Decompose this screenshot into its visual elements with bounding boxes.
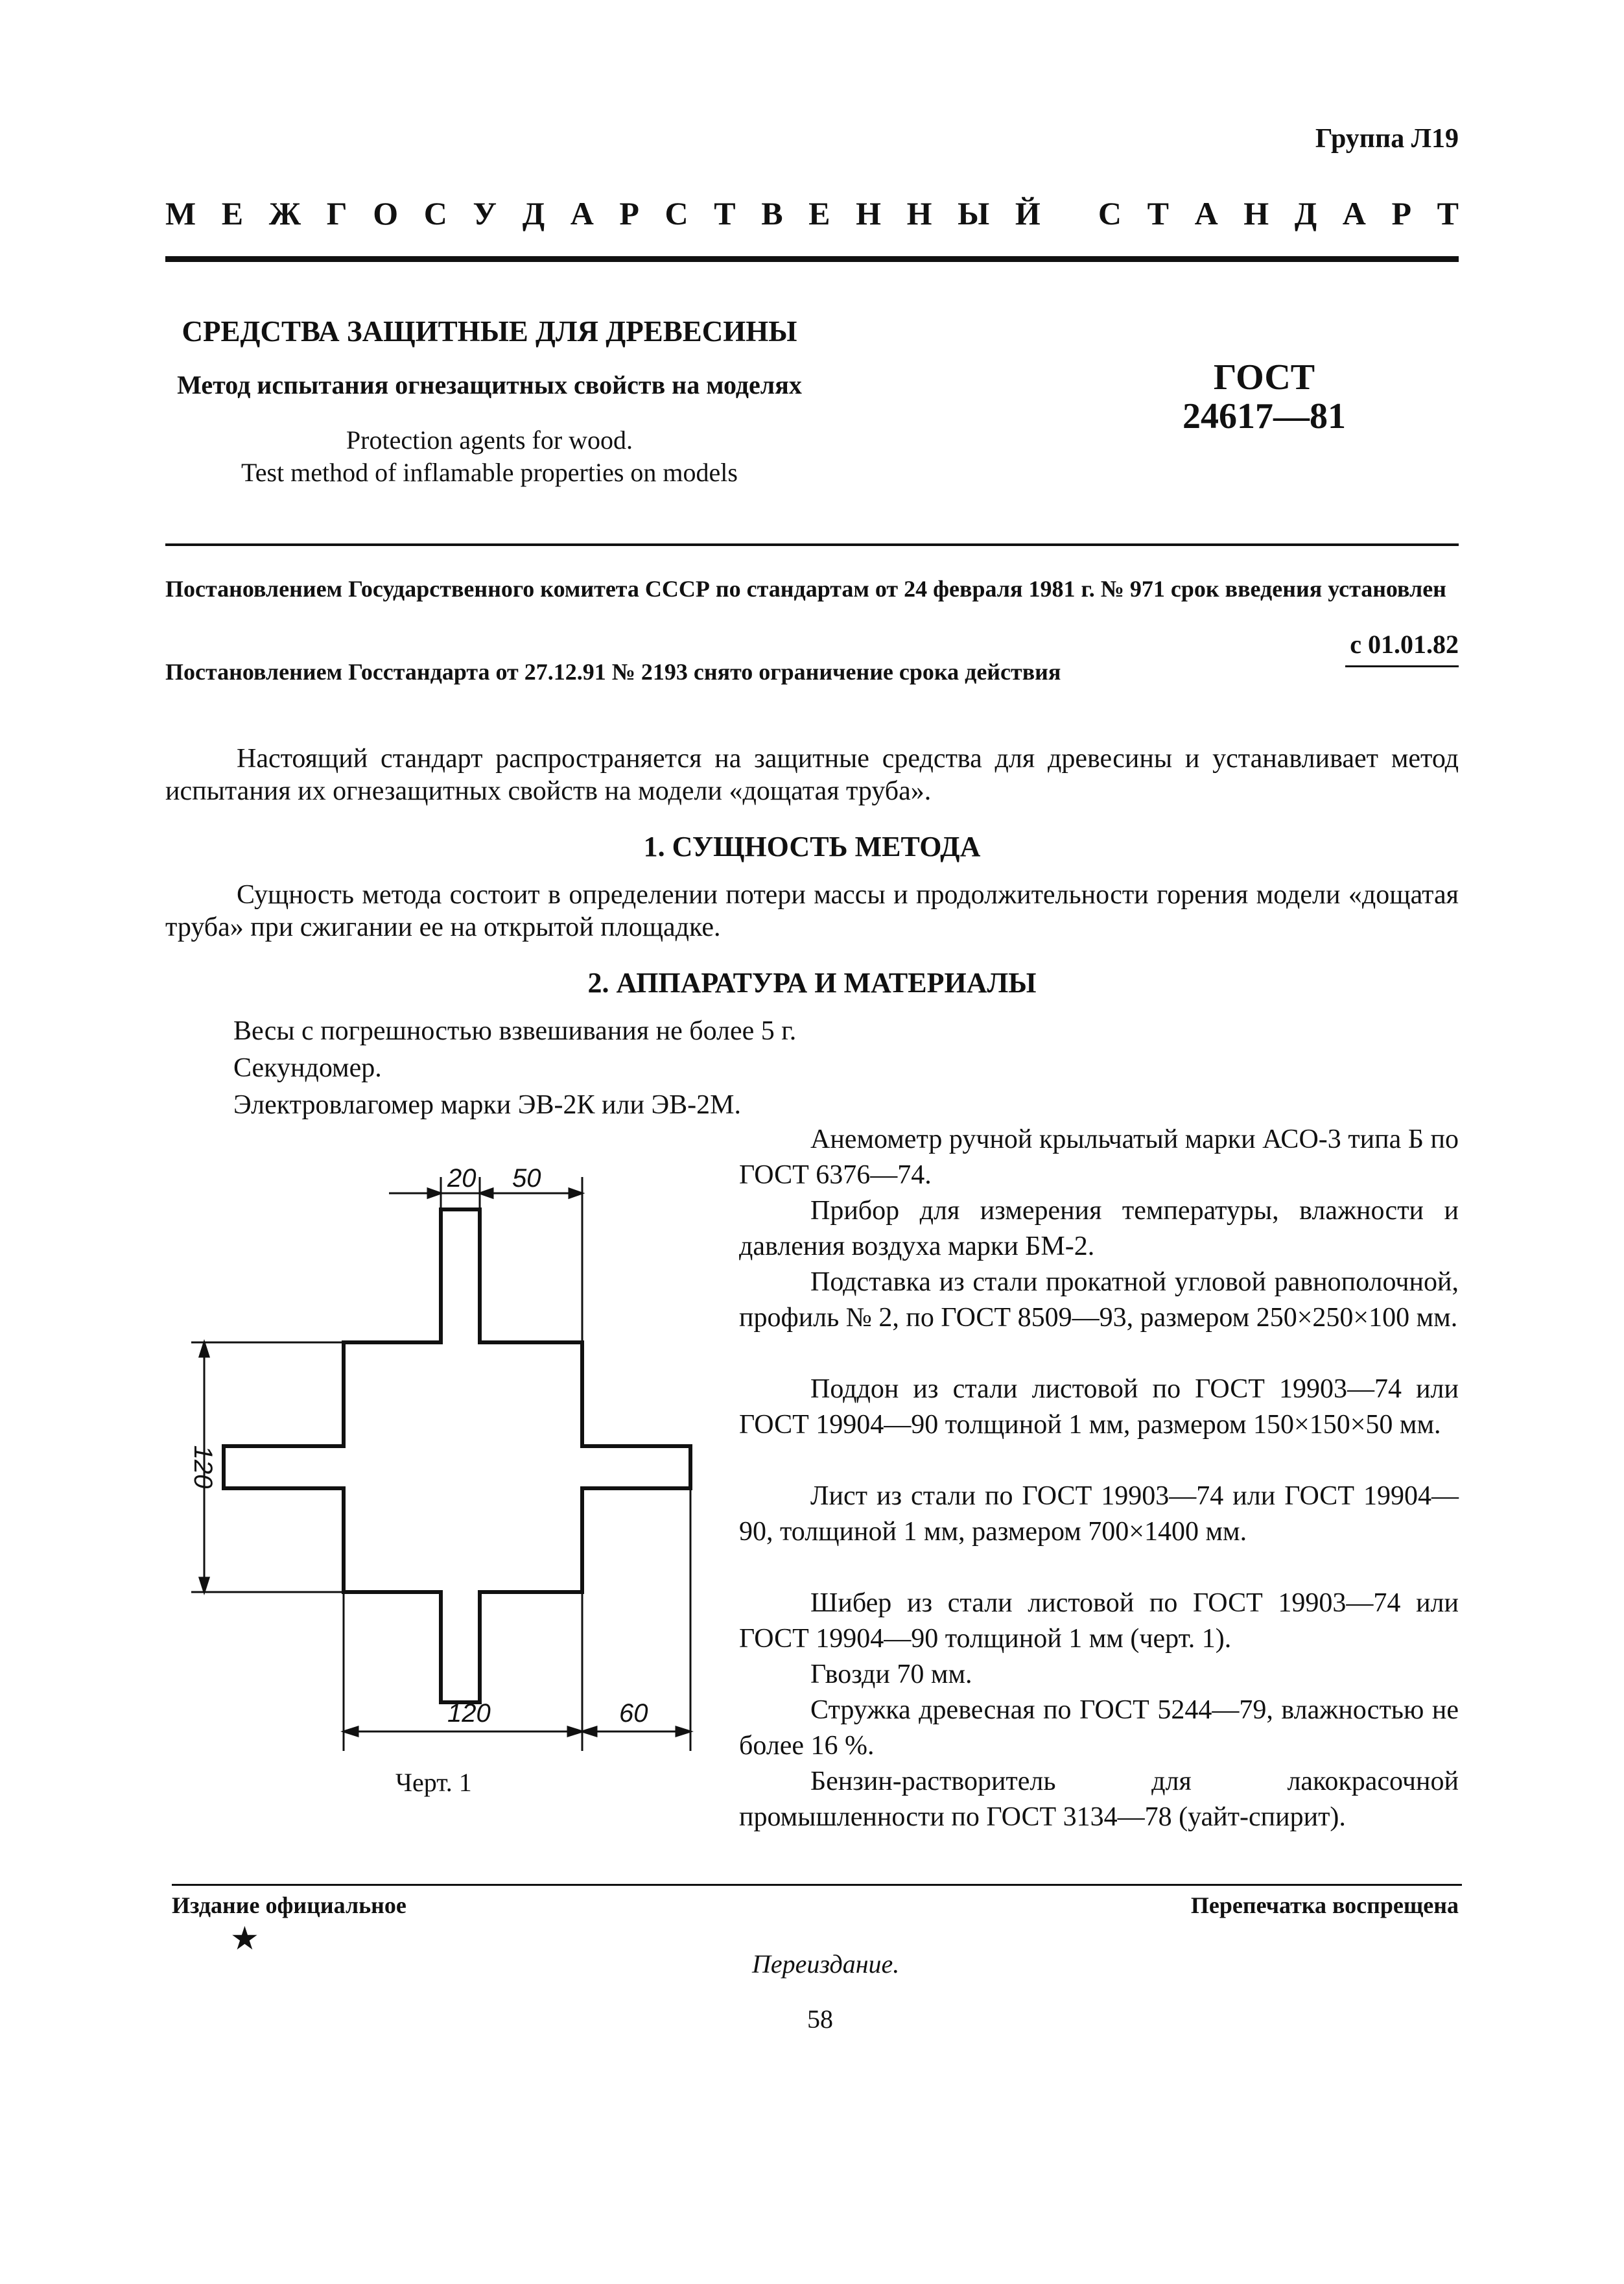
- list-item: Прибор для измерения температуры, влажности и давления воздуха марки БМ-2.: [739, 1196, 1459, 1261]
- heading-letter: У: [473, 195, 497, 232]
- heading-letter: Н: [906, 195, 932, 232]
- heading-letter: Д: [1294, 195, 1317, 232]
- title-rule: [165, 543, 1459, 546]
- page-number: 58: [807, 2004, 833, 2034]
- heading-letter: М: [165, 195, 196, 232]
- heading-letter: Й: [1015, 195, 1041, 232]
- list-item: Электровлагомер марки ЭВ-2К или ЭВ-2М.: [233, 1090, 742, 1120]
- english-title-line-2: Test method of inflamable properties on models: [241, 458, 738, 487]
- list-item: Шибер из стали листовой по ГОСТ 19903—74 или ГОСТ 19904—90 толщиной 1 мм (черт. 1).: [739, 1588, 1459, 1654]
- intro-paragraph: Настоящий стандарт распространяется на защитные средства для древесины и устанавливает метод испытания их огнезащитных свойств на модели «дощатая труба».: [165, 744, 1459, 806]
- dim-arrow: [676, 1727, 690, 1736]
- interstate-standard-heading: [165, 195, 1459, 232]
- header-rule-thick: [165, 256, 1459, 262]
- decree-first: Постановлением Государственного комитета СССР по стандартам от 24 февраля 1981 г. № 971 срок введения установлен: [165, 576, 1446, 602]
- list-item: Бензин-растворитель для лакокрасочной промышленности по ГОСТ 3134—78 (уайт-спирит).: [739, 1767, 1459, 1832]
- group-code: Группа Л19: [1315, 124, 1459, 154]
- heading-letter: [1066, 195, 1072, 232]
- section-1-heading: 1. СУЩНОСТЬ МЕТОДА: [643, 831, 981, 862]
- section-1-text: Сущность метода состоит в определении потери массы и продолжительности горения модели «дощатая труба» при сжигании ее на открытой площадке.: [165, 880, 1459, 942]
- list-item: Секундомер.: [233, 1053, 382, 1083]
- english-title-line-1: Protection agents for wood.: [346, 425, 633, 455]
- dim-arrow: [480, 1189, 493, 1198]
- heading-letter: Ж: [268, 195, 301, 232]
- heading-letter: В: [761, 195, 783, 232]
- heading-letter: Г: [326, 195, 347, 232]
- dim-label-bottom-120: 120: [447, 1699, 491, 1728]
- dim-arrow: [582, 1727, 596, 1736]
- heading-letter: С: [1098, 195, 1122, 232]
- effective-date-underline: [1345, 665, 1459, 667]
- figure-caption: Черт. 1: [395, 1768, 472, 1797]
- dim-arrow: [200, 1578, 209, 1592]
- document-subtitle: Метод испытания огнезащитных свойств на моделях: [177, 370, 802, 399]
- dim-arrow: [428, 1189, 441, 1198]
- star-icon: ★: [230, 1920, 259, 1957]
- heading-letter: Т: [1147, 195, 1169, 232]
- list-item: Лист из стали по ГОСТ 19903—74 или ГОСТ 19904—90, толщиной 1 мм, размером 700×1400 мм.: [739, 1481, 1459, 1547]
- reprint-prohibited: Перепечатка воспрещена: [1190, 1892, 1459, 1918]
- heading-letter: А: [1342, 195, 1366, 232]
- dim-label-60: 60: [619, 1699, 648, 1728]
- dim-arrow: [569, 1189, 582, 1198]
- heading-letter: Д: [522, 195, 545, 232]
- document-title: СРЕДСТВА ЗАЩИТНЫЕ ДЛЯ ДРЕВЕСИНЫ: [182, 315, 797, 348]
- footer-rule: [172, 1884, 1462, 1886]
- dim-arrow: [200, 1342, 209, 1357]
- heading-letter: О: [373, 195, 399, 232]
- dim-label-20: 20: [447, 1164, 477, 1193]
- heading-letter: Р: [619, 195, 639, 232]
- dim-label-50: 50: [512, 1164, 541, 1193]
- effective-date: с 01.01.82: [1350, 630, 1459, 659]
- heading-letter: Ы: [958, 195, 990, 232]
- section-2-heading: 2. АППАРАТУРА И МАТЕРИАЛЫ: [587, 967, 1037, 999]
- dim-arrow: [344, 1727, 358, 1736]
- heading-letter: Н: [856, 195, 882, 232]
- heading-letter: С: [665, 195, 688, 232]
- list-item: Стружка древесная по ГОСТ 5244—79, влажностью не более 16 %.: [739, 1695, 1459, 1761]
- reissue-note: Переиздание.: [752, 1949, 900, 1979]
- list-item: Анемометр ручной крыльчатый марки АСО-3 типа Б по ГОСТ 6376—74.: [739, 1124, 1459, 1190]
- gost-number: 24617—81: [1183, 396, 1346, 436]
- heading-letter: А: [1194, 195, 1218, 232]
- dim-label-left-120: 120: [189, 1445, 217, 1489]
- damper-drawing: [175, 1148, 707, 1764]
- heading-letter: Т: [714, 195, 736, 232]
- list-item: Весы с погрешностью взвешивания не более 5 г.: [233, 1016, 797, 1046]
- heading-letter: Е: [808, 195, 830, 232]
- damper-outline: [224, 1209, 690, 1702]
- heading-letter: С: [423, 195, 447, 232]
- heading-letter: Т: [1437, 195, 1459, 232]
- list-item: Гвозди 70 мм.: [810, 1659, 972, 1689]
- list-item: Поддон из стали листовой по ГОСТ 19903—74 или ГОСТ 19904—90 толщиной 1 мм, размером 150×150×50 мм.: [739, 1374, 1459, 1440]
- heading-letter: Е: [221, 195, 244, 232]
- list-item: Подставка из стали прокатной угловой равнополочной, профиль № 2, по ГОСТ 8509—93, размером 250×250×100 мм.: [739, 1267, 1459, 1333]
- decree-second: Постановлением Госстандарта от 27.12.91 № 2193 снято ограничение срока действия: [165, 659, 1061, 685]
- official-edition: Издание официальное: [172, 1892, 406, 1918]
- heading-letter: Р: [1391, 195, 1412, 232]
- heading-letter: А: [570, 195, 594, 232]
- heading-letter: Н: [1243, 195, 1269, 232]
- gost-label: ГОСТ: [1213, 357, 1315, 398]
